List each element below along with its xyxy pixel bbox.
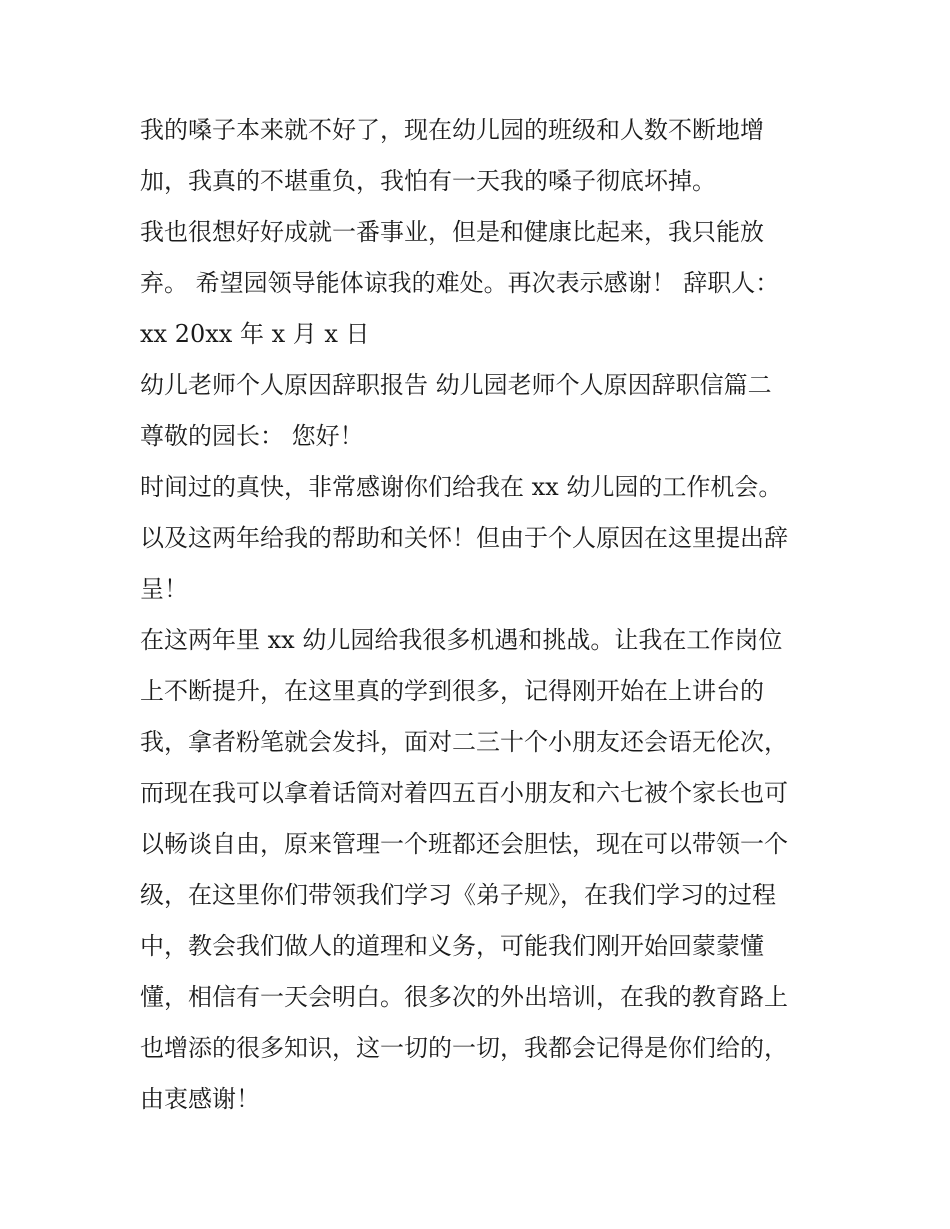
text-line: 我的嗓子本来就不好了，现在幼儿园的班级和人数不断地增 xyxy=(140,116,764,144)
document-body xyxy=(140,108,820,1128)
section-heading: 幼儿老师个人原因辞职报告 幼儿园老师个人原因辞职信篇二 xyxy=(140,371,772,399)
text-line: 也增添的很多知识，这一切的一切，我都会记得是你们给的， xyxy=(140,1034,788,1062)
text-line: 上不断提升，在这里真的学到很多，记得刚开始在上讲台的 xyxy=(140,677,764,705)
text-line: 加，我真的不堪重负，我怕有一天我的嗓子彻底坏掉。 xyxy=(140,167,716,195)
text-line: 在这两年里 xx 幼儿园给我很多机遇和挑战。让我在工作岗位 xyxy=(140,626,783,654)
text-line: 以畅谈自由，原来管理一个班都还会胆怯，现在可以带领一个 xyxy=(140,830,788,858)
salutation: 尊敬的园长： 您好！ xyxy=(140,422,364,450)
text-line: 由衷感谢！ xyxy=(140,1085,260,1113)
text-line: 级，在这里你们带领我们学习《弟子规》，在我们学习的过程 xyxy=(140,881,776,909)
date-line: xx 20xx 年 x 月 x 日 xyxy=(140,320,370,348)
text-line: 我，拿者粉笔就会发抖，面对二三十个小朋友还会语无伦次， xyxy=(140,728,788,756)
text-line: 中，教会我们做人的道理和义务，可能我们刚开始回蒙蒙懂 xyxy=(140,932,764,960)
text-line: 懂，相信有一天会明白。很多次的外出培训，在我的教育路上 xyxy=(140,983,788,1011)
text-line: 以及这两年给我的帮助和关怀！但由于个人原因在这里提出辞 xyxy=(140,524,788,552)
text-line: 弃。 希望园领导能体谅我的难处。再次表示感谢！ 辞职人： xyxy=(140,269,780,297)
text-line: 而现在我可以拿着话筒对着四五百小朋友和六七被个家长也可 xyxy=(140,779,788,807)
text-line: 时间过的真快，非常感谢你们给我在 xx 幼儿园的工作机会。 xyxy=(140,473,783,501)
text-line: 我也很想好好成就一番事业，但是和健康比起来，我只能放 xyxy=(140,218,764,246)
text-line: 呈！ xyxy=(140,575,188,603)
